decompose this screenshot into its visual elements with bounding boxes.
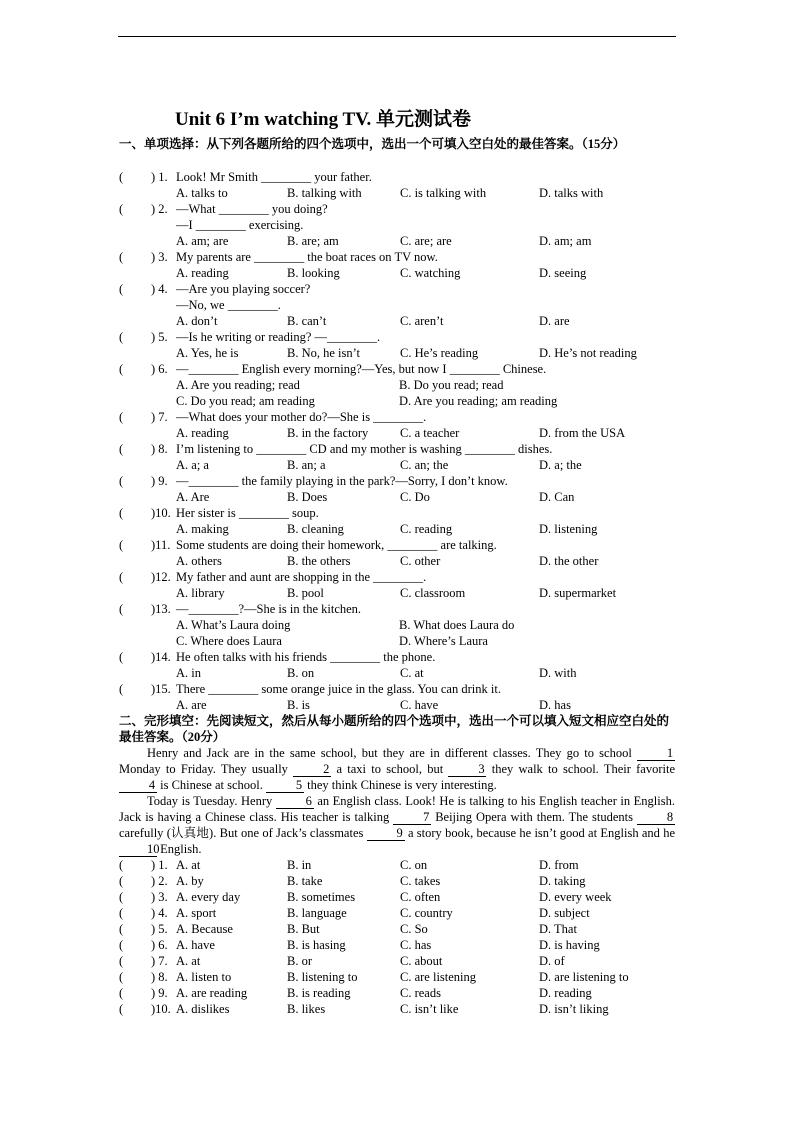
- option: A. making: [176, 522, 229, 536]
- option: D. Where’s Laura: [399, 634, 488, 648]
- answer-bracket[interactable]: (: [119, 442, 124, 456]
- answer-bracket[interactable]: (: [119, 650, 124, 664]
- question-number: ) 4.: [151, 906, 168, 920]
- question-stem: —________ English every morning?—Yes, but now I ________ Chinese.: [176, 362, 547, 376]
- answer-bracket[interactable]: (: [119, 474, 124, 488]
- option: B. No, he isn’t: [287, 346, 361, 360]
- answer-bracket[interactable]: (: [119, 538, 124, 552]
- option: B. listening to: [287, 970, 358, 984]
- option: A. have: [176, 938, 215, 952]
- question-number: ) 9.: [151, 986, 168, 1000]
- answer-bracket[interactable]: (: [119, 970, 124, 984]
- passage-paragraph: [119, 793, 675, 857]
- answer-bracket[interactable]: (: [119, 362, 124, 376]
- option: C. has: [400, 938, 432, 952]
- option: D. the other: [539, 554, 599, 568]
- option: D. from the USA: [539, 426, 626, 440]
- cloze-blank[interactable]: 10: [119, 843, 157, 857]
- option: D. are: [539, 314, 570, 328]
- question-number: ) 7.: [151, 410, 168, 424]
- option: A. at: [176, 858, 201, 872]
- option: C. Do: [400, 490, 430, 504]
- option: D. every week: [539, 890, 612, 904]
- question-number: ) 2.: [151, 874, 168, 888]
- passage-text: Henry and Jack are in the same school, but they are in different classes. They go to school: [147, 746, 637, 760]
- answer-bracket[interactable]: (: [119, 250, 124, 264]
- option: A. Are you reading; read: [176, 378, 300, 392]
- option: B. Do you read; read: [399, 378, 504, 392]
- option: B. take: [287, 874, 323, 888]
- cloze-blank[interactable]: 5: [266, 779, 304, 793]
- question-number: )15.: [151, 682, 171, 696]
- option: D. taking: [539, 874, 586, 888]
- passage-text: a story book, because he isn’t good at English and he: [404, 826, 676, 840]
- cloze-blank[interactable]: 7: [393, 811, 431, 825]
- answer-bracket[interactable]: (: [119, 906, 124, 920]
- option: D. Can: [539, 490, 575, 504]
- option: C. a teacher: [400, 426, 460, 440]
- question-number: ) 7.: [151, 954, 168, 968]
- option: C. aren’t: [400, 314, 444, 328]
- question-stem: There ________ some orange juice in the glass. You can drink it.: [176, 682, 501, 696]
- question-stem: —Are you playing soccer?: [176, 282, 311, 296]
- option: B. or: [287, 954, 312, 968]
- option: C. an; the: [400, 458, 449, 472]
- option: C. are; are: [400, 234, 452, 248]
- answer-bracket[interactable]: (: [119, 986, 124, 1000]
- option: D. is having: [539, 938, 600, 952]
- option: A. reading: [176, 266, 229, 280]
- option: D. That: [539, 922, 577, 936]
- option: A. listen to: [176, 970, 232, 984]
- option: A. every day: [176, 890, 241, 904]
- question-number: ) 1.: [151, 858, 168, 872]
- option: A. reading: [176, 426, 229, 440]
- answer-bracket[interactable]: (: [119, 954, 124, 968]
- cloze-blank[interactable]: 2: [293, 763, 331, 777]
- section2-heading: 二、完形填空：先阅读短文，然后从每小题所给的四个选项中，选出一个可以填入短文相应空白处的最佳答案。（20分）: [119, 714, 670, 744]
- answer-bracket[interactable]: (: [119, 938, 124, 952]
- answer-bracket[interactable]: (: [119, 602, 124, 616]
- question-number: ) 9.: [151, 474, 168, 488]
- option: C. about: [400, 954, 443, 968]
- section1-heading: 一、单项选择：从下列各题所给的四个选项中，选出一个可填入空白处的最佳答案。（15分）: [119, 137, 626, 151]
- option: C. have: [400, 698, 439, 712]
- question-stem: My parents are ________ the boat races on TV now.: [176, 250, 438, 264]
- option: D. has: [539, 698, 571, 712]
- question-number: ) 5.: [151, 330, 168, 344]
- question-number: ) 5.: [151, 922, 168, 936]
- question-number: ) 4.: [151, 282, 168, 296]
- question-number: )12.: [151, 570, 171, 584]
- option: B. in the factory: [287, 426, 369, 440]
- cloze-blank[interactable]: 8: [637, 811, 675, 825]
- option: A. by: [176, 874, 204, 888]
- question-stem: —No, we ________.: [176, 298, 281, 312]
- option: C. reading: [400, 522, 453, 536]
- question-stem: I’m listening to ________ CD and my mother is washing ________ dishes.: [176, 442, 553, 456]
- header-rule: [118, 36, 676, 37]
- option: D. talks with: [539, 186, 604, 200]
- passage-text: a taxi to school, but: [331, 762, 449, 776]
- question-number: ) 3.: [151, 890, 168, 904]
- option: C. on: [400, 858, 428, 872]
- option: B. are; am: [287, 234, 339, 248]
- question-number: ) 3.: [151, 250, 168, 264]
- option: A. sport: [176, 906, 217, 920]
- question-stem: —What does your mother do?—She is ________.: [176, 410, 427, 424]
- passage-text: Beijing Opera with them. The students: [431, 810, 637, 824]
- option: D. from: [539, 858, 579, 872]
- question-number: ) 2.: [151, 202, 168, 216]
- option: C. Do you read; am reading: [176, 394, 315, 408]
- option: A. at: [176, 954, 201, 968]
- option: A. a; a: [176, 458, 209, 472]
- answer-bracket[interactable]: (: [119, 202, 124, 216]
- option: D. seeing: [539, 266, 587, 280]
- answer-bracket[interactable]: (: [119, 410, 124, 424]
- answer-bracket[interactable]: (: [119, 330, 124, 344]
- question-number: )13.: [151, 602, 171, 616]
- option: D. He’s not reading: [539, 346, 637, 360]
- question-stem: —________ the family playing in the park?—Sorry, I don’t know.: [176, 474, 508, 488]
- option: A. library: [176, 586, 225, 600]
- question-stem: —I ________ exercising.: [176, 218, 304, 232]
- option: C. classroom: [400, 586, 466, 600]
- passage-text: Monday to Friday. They usually: [119, 762, 294, 776]
- option: C. isn’t like: [400, 1002, 459, 1016]
- answer-bracket[interactable]: (: [119, 682, 124, 696]
- answer-bracket[interactable]: (: [119, 874, 124, 888]
- question-stem: He often talks with his friends ________ the phone.: [176, 650, 436, 664]
- passage-text: an English class. Look! He is talking to his English teacher in English. Jack is having a Chinese class. His teacher is talking: [119, 794, 675, 824]
- question-number: ) 8.: [151, 970, 168, 984]
- answer-bracket[interactable]: (: [119, 506, 124, 520]
- question-stem: —What ________ you doing?: [176, 202, 328, 216]
- option: A. in: [176, 666, 201, 680]
- question-stem: —________?—She is in the kitchen.: [176, 602, 362, 616]
- option: A. don’t: [176, 314, 218, 328]
- passage-text: Today is Tuesday. Henry: [147, 794, 276, 808]
- cloze-blank[interactable]: 9: [367, 827, 405, 841]
- option: A. are: [176, 698, 207, 712]
- option: C. reads: [400, 986, 441, 1000]
- question-stem: Look! Mr Smith ________ your father.: [176, 170, 372, 184]
- option: C. country: [400, 906, 453, 920]
- option: B. talking with: [287, 186, 362, 200]
- answer-bracket[interactable]: (: [119, 858, 124, 872]
- option: B. is: [287, 698, 310, 712]
- option: D. with: [539, 666, 577, 680]
- cloze-blank[interactable]: 4: [119, 779, 157, 793]
- option: B. looking: [287, 266, 340, 280]
- option: C. So: [400, 922, 428, 936]
- question-number: ) 1.: [151, 170, 168, 184]
- option: D. of: [539, 954, 565, 968]
- option: A. am; are: [176, 234, 229, 248]
- question-number: )14.: [151, 650, 171, 664]
- option: B. language: [287, 906, 347, 920]
- option: B. can’t: [287, 314, 327, 328]
- option: C. often: [400, 890, 441, 904]
- option: D. supermarket: [539, 586, 617, 600]
- question-stem: My father and aunt are shopping in the ________.: [176, 570, 427, 584]
- answer-bracket[interactable]: (: [119, 1002, 124, 1016]
- option: B. on: [287, 666, 315, 680]
- option: D. are listening to: [539, 970, 629, 984]
- option: B. pool: [287, 586, 324, 600]
- option: B. What does Laura do: [399, 618, 515, 632]
- option: A. dislikes: [176, 1002, 230, 1016]
- answer-bracket[interactable]: (: [119, 282, 124, 296]
- question-stem: Her sister is ________ soup.: [176, 506, 319, 520]
- question-number: ) 6.: [151, 362, 168, 376]
- option: B. But: [287, 922, 320, 936]
- option: D. listening: [539, 522, 598, 536]
- cloze-blank[interactable]: 1: [637, 747, 675, 761]
- question-stem: Some students are doing their homework, ________ are talking.: [176, 538, 497, 552]
- option: A. Yes, he is: [176, 346, 239, 360]
- option: D. Are you reading; am reading: [399, 394, 558, 408]
- option: A. Because: [176, 922, 233, 936]
- option: A. talks to: [176, 186, 228, 200]
- option: C. Where does Laura: [176, 634, 282, 648]
- option: B. sometimes: [287, 890, 356, 904]
- passage-paragraph: [119, 745, 675, 793]
- passage-text: they walk to school. Their favorite: [486, 762, 676, 776]
- option: C. other: [400, 554, 441, 568]
- option: C. is talking with: [400, 186, 487, 200]
- option: B. is hasing: [287, 938, 346, 952]
- answer-bracket[interactable]: (: [119, 890, 124, 904]
- cloze-blank[interactable]: 3: [448, 763, 486, 777]
- page-title: Unit 6 I’m watching TV. 单元测试卷: [175, 109, 471, 130]
- question-number: ) 6.: [151, 938, 168, 952]
- cloze-blank[interactable]: 6: [276, 795, 314, 809]
- option: A. others: [176, 554, 222, 568]
- option: D. subject: [539, 906, 590, 920]
- option: B. is reading: [287, 986, 351, 1000]
- option: D. reading: [539, 986, 592, 1000]
- question-number: )11.: [151, 538, 171, 552]
- option: C. watching: [400, 266, 461, 280]
- option: B. Does: [287, 490, 328, 504]
- option: B. likes: [287, 1002, 326, 1016]
- passage-text: is Chinese at school.: [157, 778, 267, 792]
- option: D. a; the: [539, 458, 582, 472]
- passage-text: English.: [157, 842, 202, 856]
- question-number: ) 8.: [151, 442, 168, 456]
- answer-bracket[interactable]: (: [119, 570, 124, 584]
- question-stem: —Is he writing or reading? —________.: [176, 330, 381, 344]
- question-number: )10.: [151, 1002, 171, 1016]
- option: A. What’s Laura doing: [176, 618, 291, 632]
- question-number: )10.: [151, 506, 171, 520]
- option: C. He’s reading: [400, 346, 479, 360]
- option: B. an; a: [287, 458, 326, 472]
- option: D. am; am: [539, 234, 592, 248]
- answer-bracket[interactable]: (: [119, 170, 124, 184]
- passage-text: they think Chinese is very interesting.: [304, 778, 497, 792]
- answer-bracket[interactable]: (: [119, 922, 124, 936]
- option: C. takes: [400, 874, 441, 888]
- option: C. at: [400, 666, 424, 680]
- option: A. Are: [176, 490, 210, 504]
- option: D. isn’t liking: [539, 1002, 609, 1016]
- option: B. in: [287, 858, 312, 872]
- option: A. are reading: [176, 986, 248, 1000]
- option: B. the others: [287, 554, 351, 568]
- option: B. cleaning: [287, 522, 344, 536]
- passage-text: carefully (认真地). But one of Jack’s classmates: [119, 826, 367, 840]
- option: C. are listening: [400, 970, 477, 984]
